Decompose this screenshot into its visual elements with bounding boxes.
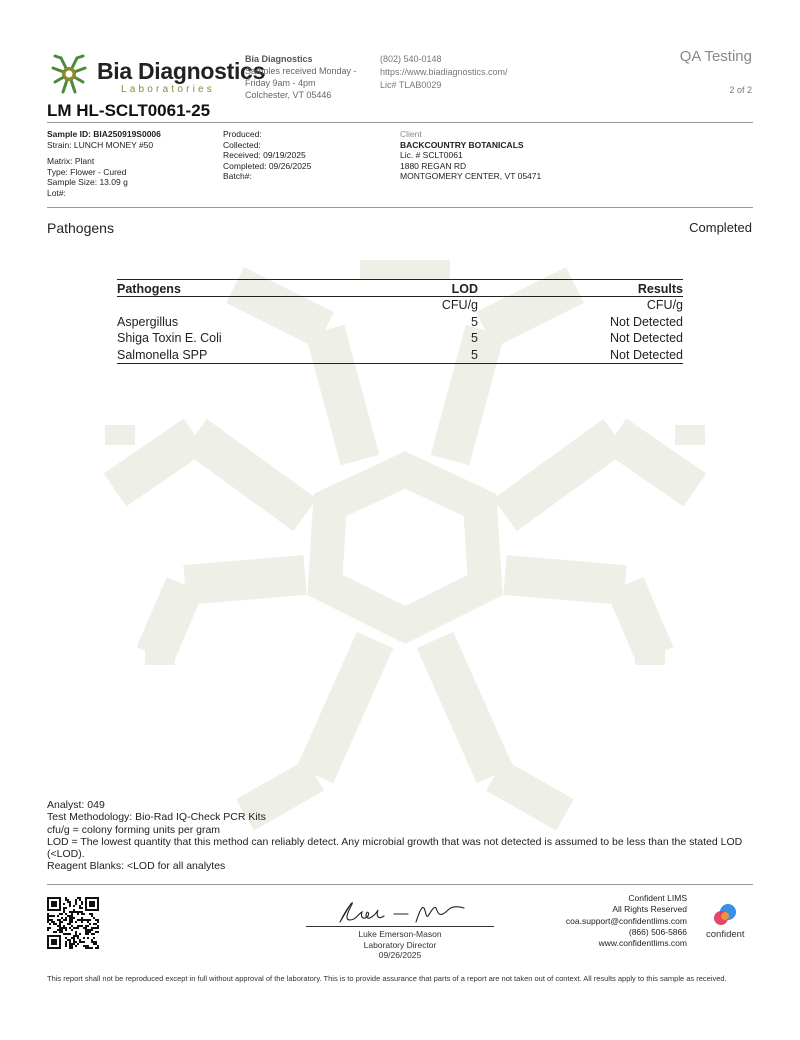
lims-email[interactable]: coa.support@confidentlims.com: [565, 915, 687, 926]
batch-number: Batch#:: [223, 171, 252, 181]
sample-dates: [223, 129, 311, 182]
lod-definition: LOD = The lowest quantity that this method can reliably detect. Any microbial growth that was not detected is assumed to be less than the stated LOD (<LOD).: [47, 835, 743, 861]
meta-divider: [47, 207, 753, 208]
client-address-1: 1880 REGAN RD: [400, 160, 467, 171]
signatory-name: Luke Emerson-Mason: [358, 929, 442, 939]
qr-code-icon[interactable]: [47, 897, 99, 949]
lab-info: [245, 53, 365, 101]
header-lod: LOD: [328, 280, 478, 297]
unit-pathogens: [117, 297, 328, 314]
test-methodology: Test Methodology: Bio-Rad IQ-Check PCR Kits: [47, 811, 266, 824]
sample-size: Sample Size: 13.09 g: [47, 177, 128, 187]
sample-lot: Lot#:: [47, 187, 66, 198]
signatory: [306, 929, 494, 961]
analyte-name: Shiga Toxin E. Coli: [117, 331, 222, 346]
analyte-result: Not Detected: [610, 314, 683, 329]
qa-testing-label: QA Testing: [679, 48, 752, 65]
lims-phone: (866) 506-5866: [628, 926, 687, 937]
notes-block: [47, 799, 747, 873]
footer-divider: [47, 884, 753, 885]
analyte-lod: 5: [328, 347, 478, 364]
table-row: [117, 347, 683, 364]
sample-info: [47, 129, 161, 198]
lab-phone: (802) 540-0148: [380, 54, 442, 64]
analyte-name: Aspergillus: [117, 314, 179, 329]
lab-location: Colchester, VT 05446: [245, 90, 332, 100]
lims-name: Confident LIMS: [628, 893, 687, 903]
signatory-role: Laboratory Director: [363, 939, 437, 950]
bia-logo-icon: [47, 52, 91, 96]
client-address-2: MONTGOMERY CENTER, VT 05471: [400, 171, 542, 181]
analyte-lod: 5: [471, 314, 478, 329]
lims-rights: All Rights Reserved: [612, 904, 687, 915]
status-badge: Completed: [689, 220, 752, 235]
date-received: Received: 09/19/2025: [223, 150, 306, 160]
confident-logo-icon: [706, 902, 742, 928]
header-pathogens: Pathogens: [117, 280, 328, 297]
confident-brand: confident: [706, 929, 745, 940]
lab-license: Lic# TLAB0029: [380, 80, 442, 90]
sample-id: Sample ID: BIA250919S0006: [47, 129, 161, 139]
signature-line: [306, 926, 494, 927]
date-completed: Completed: 09/26/2025: [223, 160, 312, 171]
pathogens-table: [117, 279, 683, 364]
analyte-name: Salmonella SPP: [117, 347, 328, 364]
lab-website[interactable]: https://www.biadiagnostics.com/: [380, 67, 508, 77]
lab-hours: Samples received Monday - Friday 9am - 4pm: [245, 66, 357, 88]
sample-matrix: Matrix: Plant: [47, 156, 95, 166]
page-number: 2 of 2: [729, 85, 752, 95]
header-divider: [47, 122, 753, 123]
report-title: LM HL-SCLT0061-25: [47, 101, 211, 120]
signature: [330, 896, 470, 928]
table-row: [117, 330, 683, 347]
sample-strain: Strain: LUNCH MONEY #50: [47, 139, 154, 150]
units-row: [117, 297, 683, 314]
client-name: BACKCOUNTRY BOTANICALS: [400, 139, 524, 150]
analyst: Analyst: 049: [47, 799, 105, 811]
section-title: Pathogens: [47, 220, 114, 236]
header-results: Results: [478, 280, 683, 297]
unit-results: CFU/g: [646, 298, 683, 313]
logo-subtitle: Laboratories: [121, 84, 215, 95]
logo-name: Bia Diagnostics: [97, 58, 266, 84]
client-label: Client: [400, 129, 422, 139]
lab-contact: [380, 53, 508, 92]
client-info: [400, 129, 541, 182]
date-produced: Produced:: [223, 129, 262, 139]
client-license: Lic. # SCLT0061: [400, 150, 463, 160]
date-collected: Collected:: [223, 139, 261, 150]
lab-name: Bia Diagnostics: [245, 54, 313, 64]
lims-website[interactable]: www.confidentlims.com: [598, 938, 687, 949]
analyte-result: Not Detected: [610, 331, 683, 346]
signature-date: 09/26/2025: [378, 950, 422, 960]
reagent-blanks: Reagent Blanks: <LOD for all analytes: [47, 860, 226, 873]
sample-type: Type: Flower - Cured: [47, 166, 127, 177]
table-row: [117, 314, 683, 331]
analyte-lod: 5: [471, 331, 478, 346]
cfu-definition: cfu/g = colony forming units per gram: [47, 823, 221, 836]
disclaimer: This report shall not be reproduced except in full without approval of the laboratory. This is to provide assurance that parts of a report are not taken out of context. All results apply to this sample as received.: [47, 974, 727, 983]
lims-info: [566, 893, 687, 949]
unit-lod: CFU/g: [441, 298, 478, 313]
table-header-row: [117, 280, 683, 297]
analyte-result: Not Detected: [478, 347, 683, 364]
